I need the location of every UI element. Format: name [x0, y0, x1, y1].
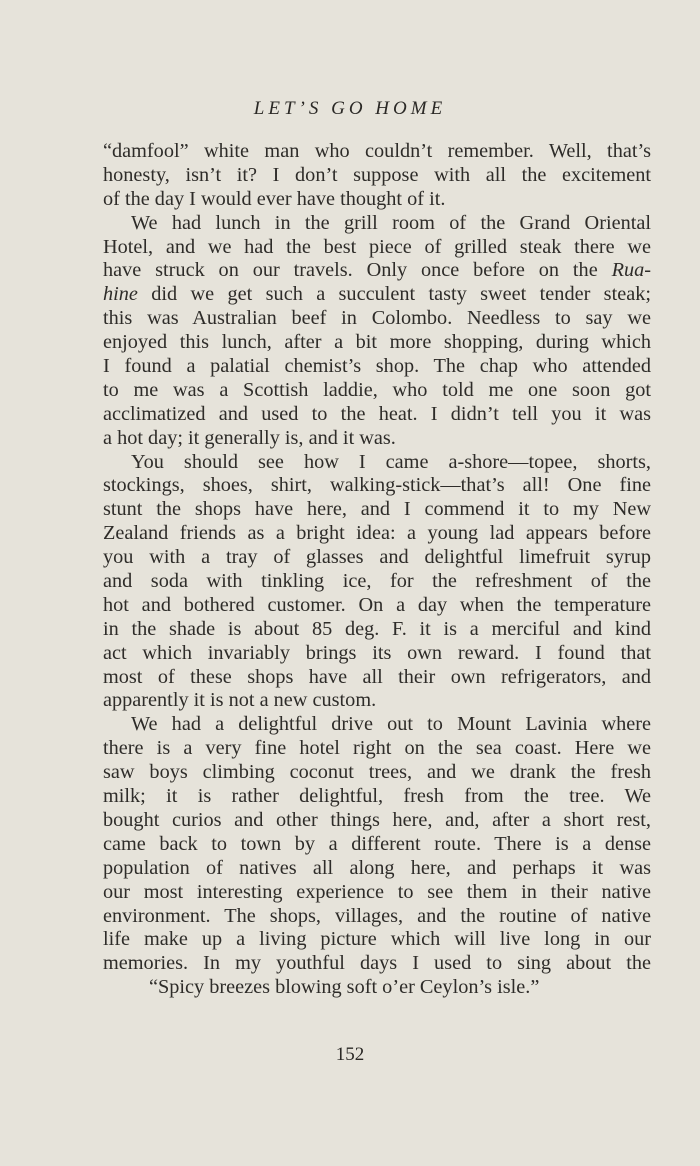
text-line: a hot day; it generally is, and it was.	[103, 426, 396, 449]
text-line: acclimatized and used to the heat. I didn’t tell you it was	[103, 402, 651, 425]
text-line: in the shade is about 85 deg. F. it is a merciful and kind	[103, 617, 651, 640]
text-line: milk; it is rather delightful, fresh from the tree. We	[103, 785, 651, 808]
text-line: stunt the shops have here, and I commend it to my New	[103, 498, 651, 521]
text-line: I found a palatial chemist’s shop. The chap who attended	[103, 355, 651, 378]
text-line: We had lunch in the grill room of the Grand Oriental	[131, 211, 651, 234]
text-line: population of natives all along here, and perhaps it was	[103, 856, 651, 879]
text-line: We had a delightful drive out to Mount Lavinia where	[131, 713, 651, 736]
text-line: memories. In my youthful days I used to sing about the	[103, 952, 651, 975]
text-line: “damfool” white man who couldn’t remember. Well, that’s	[103, 140, 651, 162]
text-line: Hotel, and we had the best piece of grilled steak there we	[103, 235, 651, 258]
text-line: most of these shops have all their own refrigerators, and	[103, 665, 651, 688]
page-number: 152	[335, 1044, 365, 1065]
text-line: act which invariably brings its own reward. I found that	[103, 641, 651, 664]
text-line: You should see how I came a-shore—topee, shorts,	[131, 450, 651, 473]
text-line: hot and bothered customer. On a day when the temperature	[103, 593, 651, 616]
text-line: have struck on our travels. Only once before on the Rua-	[103, 259, 651, 282]
text-line: Zealand friends as a bright idea: a young lad appears before	[103, 522, 651, 545]
text-line: came back to town by a different route. There is a dense	[103, 832, 651, 855]
text-line: our most interesting experience to see them in their native	[103, 880, 651, 903]
text-line: stockings, shoes, shirt, walking-stick—that’s all! One fine	[103, 474, 651, 497]
text-line: to me was a Scottish laddie, who told me one soon got	[103, 378, 651, 401]
text-line: saw boys climbing coconut trees, and we drank the fresh	[103, 761, 651, 784]
text-line: you with a tray of glasses and delightful limefruit syrup	[103, 546, 651, 569]
text-line: of the day I would ever have thought of it.	[103, 187, 446, 210]
text-line: life make up a living picture which will live long in our	[103, 928, 651, 951]
text-line: environment. The shops, villages, and the routine of native	[103, 904, 651, 927]
text-line: apparently it is not a new custom.	[103, 689, 377, 712]
text-line: this was Australian beef in Colombo. Needless to say we	[103, 307, 651, 330]
text-line: enjoyed this lunch, after a bit more shopping, during which	[103, 331, 651, 354]
text-line: hine did we get such a succulent tasty sweet tender steak;	[103, 283, 651, 306]
text-line: there is a very fine hotel right on the sea coast. Here we	[103, 737, 651, 760]
text-line: honesty, isn’t it? I don’t suppose with all the excitement	[103, 163, 651, 186]
text-line: “Spicy breezes blowing soft o’er Ceylon’s isle.”	[149, 976, 540, 999]
text-line: bought curios and other things here, and, after a short rest,	[103, 808, 651, 831]
running-head: LET’S GO HOME	[253, 98, 447, 119]
text-line: and soda with tinkling ice, for the refreshment of the	[103, 570, 651, 593]
body-text	[103, 140, 651, 1000]
